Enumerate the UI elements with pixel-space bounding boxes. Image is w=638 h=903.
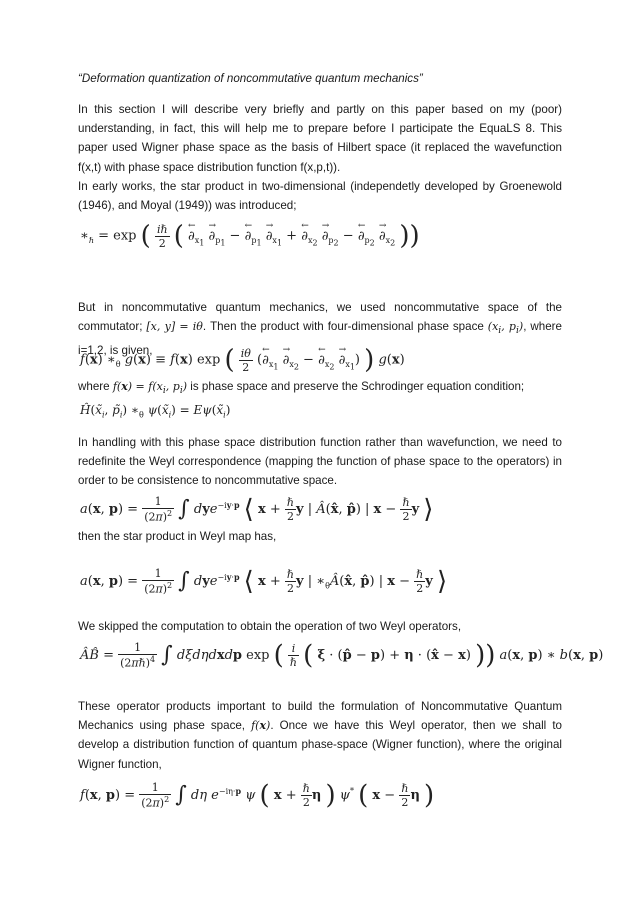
paragraph-weyl-correspondence: In handling with this phase space distribution function rather than wavefunction, we need to redefinite the Weyl correspondence (mapping the function of phase space to the operators) in order to be consistence to noncommutative space. [78, 436, 562, 488]
phase-space-fx-math: f(x) [251, 719, 271, 733]
equation-theta-star-product: f(x) $∗_\theta$ g(x) ≡ f(x) exp ( $\frac{i\theta}{2}$ (← $\partial_{x_1} \to \partial_{x_2}$ − ← $\partial_{x_2} \to \partial_{x_1}$) ) g(x) [80, 347, 405, 373]
equation-weyl-star-product: a(x, p) = $\frac{1}{(2\pi)^2}$ ∫ dye$^{-iy\cdot p}$ ⟨ x + $\frac{\text{ℏ}}{2}$ y | $∗_\theta Â(x̂$, p̂) | x − $\frac{\text{ℏ}}{2}$ y ⟩ [80, 566, 448, 597]
equation-moyal-star-product: $∗_\hbar = \exp$ ( $\frac{\text{iℏ}}{2}$ ( ← $\partial_{x_1} \to \partial_{p_1}$ − ← $\partial_{p_1} \to \partial_{x_1}$ + ← $\partial_{x_2} \to \partial_{p_2}$ − ← $\partial_{p_2} \to \partial_{x_2}$ )) [80, 223, 420, 249]
paragraph-operator-products: These operator products important to build the formulation of Noncommutative Quantum Mechanics using phase space, f(x). Once we have this Weyl operator, then we shall to develop a distribution function of quantum phase-space (Wigner function), where the original Wigner function, [78, 700, 562, 771]
paragraph-early-works: In early works, the star product in two-dimensional (independetly developed by Groenewold (1946), and Moyal (1949)) was introduced; [78, 180, 562, 213]
commutator-math: [x, y] = iθ [146, 320, 203, 334]
equation-wigner-function: f(x, p) = $\frac{1}{(2\pi)^2}$ ∫ dη $e^{-i\eta\cdot p}$ ψ ( x + $\frac{\text{ℏ}}{2}$ η ) ψ* ( x − $\frac{\text{ℏ}}{2}$ η ) [80, 780, 435, 811]
paragraph-two-weyl-operators: We skipped the computation to obtain the operation of two Weyl operators, [78, 620, 462, 633]
document-title: “Deformation quantization of noncommutative quantum mechanics” [78, 72, 423, 85]
paragraph-phase-space-condition: where $f(x) = f(x_i$, $p_i$) is phase space and preserve the Schrodinger equation condition; [78, 380, 525, 397]
equation-schrodinger-condition: $Ĥ(x̃_i$, $p̃_i$) $∗_\theta$ $\psi(x̃_i)$ = $E\psi(x̃_i)$ [80, 403, 231, 420]
paragraph-star-product-weyl: then the star product in Weyl map has, [78, 530, 277, 543]
phase-space-function-math: $f(x) = f(x_i$, $p_i$) [112, 380, 188, 397]
paragraph-intro: In this section I will describe very briefly and partly on this paper based on my (poor) understanding, in fact, this will help me to prepare before I participate the EquaLS 8. This paper used Wigner phase space as the basis of Hilbert space (it replaced the wavefunction f(x,t) with phase space distribution function f(x,p,t)). [78, 103, 562, 174]
equation-weyl-correspondence: a(x, p) = $\frac{1}{(2\pi)^2}$ ∫ dye$^{-iy\cdot p}$ ⟨ x + $\frac{\text{ℏ}}{2}$ y | Â(x̂, p̂) | x − $\frac{\text{ℏ}}{2}$ y ⟩ [80, 494, 434, 525]
equation-weyl-operator-product: ÂB̂ = $\frac{1}{(2\pi\hbar)^4}$ ∫ dξdηdxdp exp ( $\frac{i}{\text{ℏ}}$ ( ξ · (p̂ − p) + η · (x̂ − x) )) a(x, p) ∗ b(x, p) [80, 640, 604, 671]
phase-space-coordinates-math: ($x_i$, $p_i$) [487, 320, 524, 337]
paragraph-noncommutative: But in noncommutative quantum mechanics, we used noncommutative space of the commutator; [x, y] = iθ. Then the product with four-dimensional phase space ($x_i$, $p_i$), where i=1,2, is given, [78, 301, 562, 357]
